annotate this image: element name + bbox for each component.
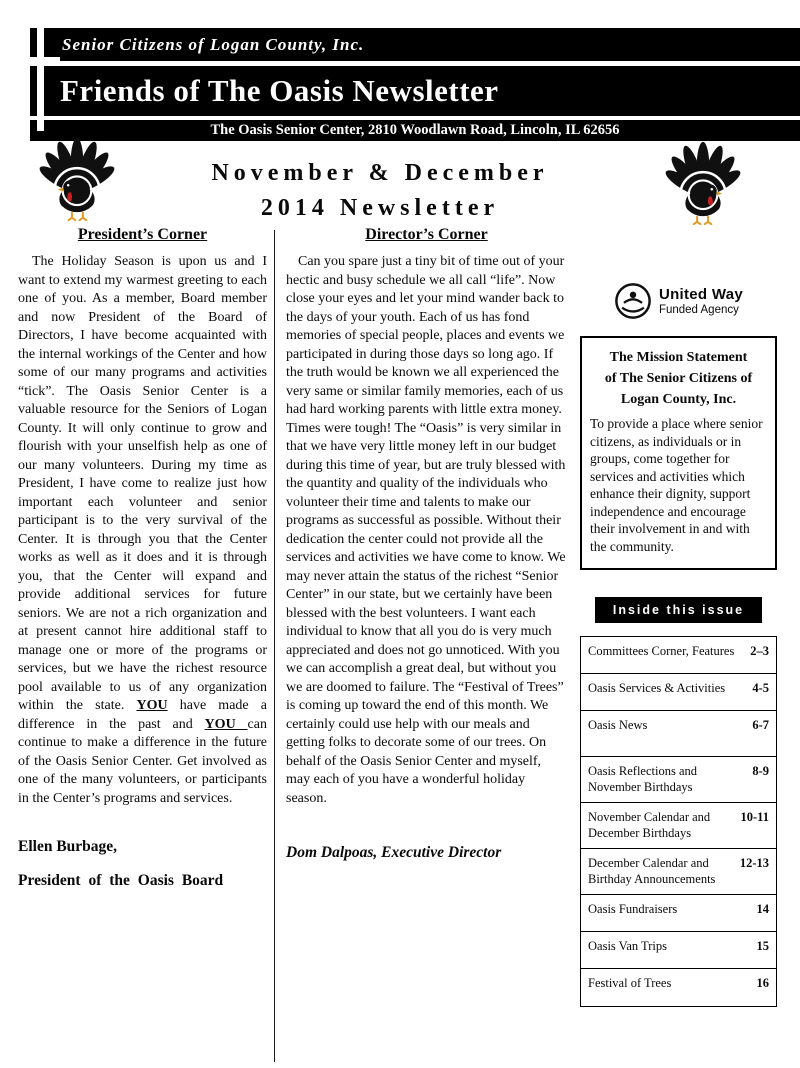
toc-row xyxy=(581,932,776,969)
inside-issue-header-wrap xyxy=(580,597,777,623)
body-segment: The Holiday Season is upon us and I want to extend my warmest greeting to each one of you. As a member, Board member and now President of the Board of Directors, I have become acquainted with the internal workings of the Center and how some of our many programs and activities “tick”. The Oasis Senior Center is a valuable resource for the Seniors of Logan County. It will only continue to grow and flourish with your unselfish help as one of our many volunteers. During my time as President, I have come to realize just how important each volunteer and senior participant is to the very survival of the Center. It is through you that the Center works as well as it does and it is through you, that the Center will expand and provide additional services for future seniors. We are not a rich organization and at present cannot hire additional staff to manage one or more of the programs or services, but we have the richest resource pool available to us of any organization within the state. xyxy=(18,254,267,713)
toc-pages: 6-7 xyxy=(752,718,769,732)
united-way-block xyxy=(580,282,777,320)
table-of-contents xyxy=(580,636,777,1007)
directors-corner-body: Can you spare just a tiny bit of time out of your hectic and busy schedule we all call “life”. Now close your eyes and let your mind wander back to the days of your youth. Each of us has fond memories of special people, places and events we participated in during those days so long ago. If the truth would be known we all experienced the very same or similar family memories, each of us had hard working parents with little extra money. Times were tough! The “Oasis” is very similar in that we have very little money left in our budget during this time of year, but are truly blessed with the quantity and quality of the individuals who volunteer their time and talents to make our programs as successful as possible. Without their dedication the center could not provide all the services and activities we have come to know. We may never attain the status of the richest “Senior Center” in our state, but we certainly have been blessed with the best volunteers. I want each individual to know that all you do is very much appreciated and does not go unnoticed. With you we can accomplish a great deal, but without you we are doomed to failure. The “Festival of Trees” is coming up toward the end of this month. We certainly could use help with our meals and getting folks to decorate some of our trees. On behalf of the Oasis Senior Center and myself, may each of you have a wonderful holiday season. xyxy=(286,254,566,806)
cross-icon xyxy=(26,57,60,64)
toc-row xyxy=(581,674,776,711)
issue-title xyxy=(150,156,610,226)
toc-label: December Calendar and Birthday Announcements xyxy=(588,856,716,886)
toc-label: Oasis News xyxy=(588,718,648,732)
toc-row xyxy=(581,849,776,895)
united-way-text xyxy=(659,286,743,316)
newsletter-title: Friends of The Oasis Newsletter xyxy=(60,73,499,108)
mission-title xyxy=(590,347,767,410)
toc-label: Committees Corner, Features xyxy=(588,644,735,658)
mission-statement-box xyxy=(580,336,777,570)
presidents-corner-body xyxy=(18,253,267,808)
presidents-corner-heading: President’s Corner xyxy=(77,226,208,243)
toc-pages: 2–3 xyxy=(750,644,769,658)
united-way-subtitle: Funded Agency xyxy=(658,304,739,316)
toc-label: Oasis Van Trips xyxy=(588,939,667,953)
turkey-icon xyxy=(660,141,746,225)
toc-row xyxy=(581,757,776,803)
body-segment: have made a difference in the past and xyxy=(18,698,267,732)
toc-label: Oasis Services & Activities xyxy=(588,681,726,695)
toc-pages: 16 xyxy=(756,976,769,990)
director-signature: Dom Dalpoas, Executive Director xyxy=(286,844,502,861)
directors-corner-heading: Director’s Corner xyxy=(365,226,488,243)
mission-body: To provide a place where senior citizens, as individuals or in groups, come together for services and activities which enhance their dignity, support independence and encourage their involvement in and with the community. xyxy=(590,416,763,554)
issue-title-line1: November & December xyxy=(211,160,549,186)
directors-corner-column xyxy=(286,226,567,862)
toc-pages: 15 xyxy=(756,939,769,953)
org-name: Senior Citizens of Logan County, Inc. xyxy=(62,34,365,54)
president-signature-name: Ellen Burbage, xyxy=(18,838,118,855)
toc-row xyxy=(581,711,776,757)
inside-issue-heading: Inside this issue xyxy=(595,597,762,623)
masthead xyxy=(30,28,800,141)
turkey-icon xyxy=(34,137,120,221)
toc-label: Oasis Fundraisers xyxy=(588,902,678,916)
toc-label: Festival of Trees xyxy=(588,976,672,990)
mission-title-line: The Mission Statement xyxy=(609,350,748,365)
toc-label: November Calendar and December Birthdays xyxy=(588,810,711,840)
issue-title-line2: 2014 Newsletter xyxy=(260,195,500,221)
toc-pages: 12-13 xyxy=(739,856,769,870)
address-line: The Oasis Senior Center, 2810 Woodlawn Road, Lincoln, IL 62656 xyxy=(210,122,620,138)
toc-row xyxy=(581,803,776,849)
toc-label: Oasis Reflections and November Birthdays xyxy=(588,764,698,794)
mission-title-line: Logan County, Inc. xyxy=(620,392,737,407)
mission-title-line: of The Senior Citizens of xyxy=(604,371,753,386)
toc-row xyxy=(581,969,776,1006)
you-emphasis: YOU xyxy=(136,698,168,713)
toc-pages: 14 xyxy=(756,902,769,916)
toc-pages: 10-11 xyxy=(740,810,769,824)
body-segment: can continue to make a difference in the future of the Oasis Senior Center. Get involved as one of the many volunteers, or participants in the Center’s programs and services. xyxy=(18,716,267,806)
toc-row xyxy=(581,637,776,674)
united-way-logo-icon xyxy=(614,282,652,320)
you-emphasis: YOU xyxy=(204,716,248,732)
right-rail xyxy=(580,282,777,1007)
presidents-corner-column xyxy=(18,226,267,890)
cross-icon xyxy=(37,28,44,131)
united-way-name: United Way xyxy=(658,286,744,303)
column-divider xyxy=(274,230,275,1062)
president-signature-title: President of the Oasis Board xyxy=(18,872,224,889)
title-banner xyxy=(30,66,800,116)
org-banner xyxy=(30,28,800,61)
toc-pages: 8-9 xyxy=(752,764,769,778)
toc-row xyxy=(581,895,776,932)
address-banner xyxy=(30,120,800,141)
toc-pages: 4-5 xyxy=(752,681,769,695)
